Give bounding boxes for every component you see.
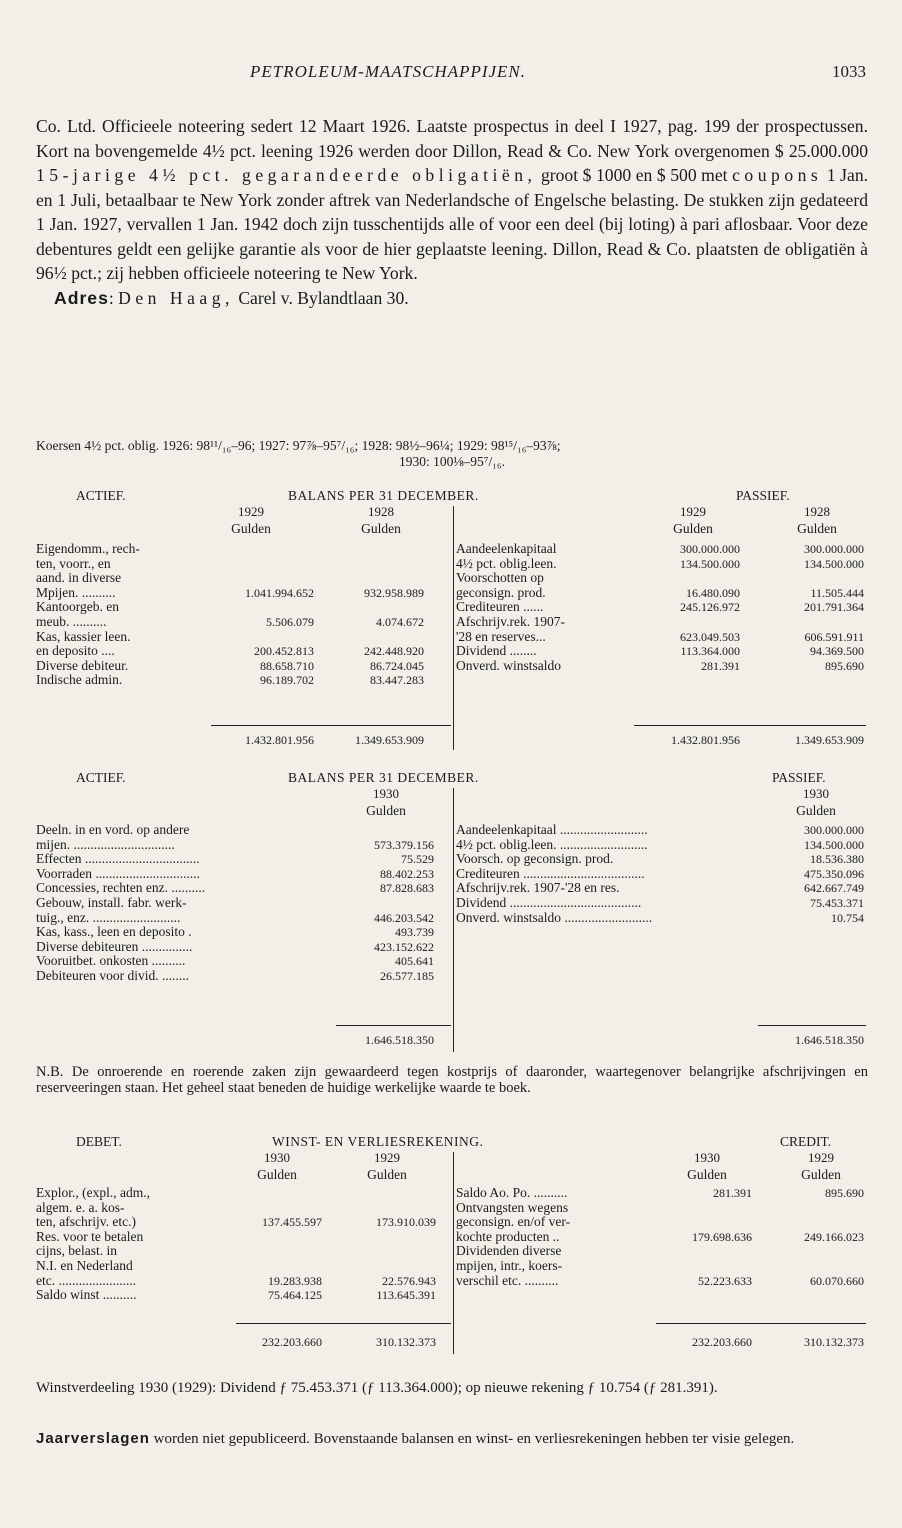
left-unit-a: Gulden — [231, 521, 271, 536]
table-row-label: Saldo winst .......... — [36, 1287, 137, 1303]
left-title: ACTIEF. — [76, 488, 126, 503]
total-left-b: 1.349.653.909 — [355, 733, 424, 747]
table-row-label: mpijen, intr., koers- — [456, 1258, 563, 1273]
intro-text-3: 1 Jan. en 1 Juli, betaalbaar te New York zonder aftrek van Nederlandsche of Engelsche belasting. De stukken zijn gedateerd 1 Jan. 1927, vervallen 1 Jan. 1942 doch zijn tusschentijds alle of voor een deel (bij loting) à pari aflosbaar. Voor deze debentures geldt een gelijke garantie als voor de hier geplaatste leening. Dillon, Read & Co. plaatsten de obligatiën à 96½ pct.; zij hebben officieele noteering te New York. — [36, 165, 869, 283]
table-row-value-a: 113.364.000 — [680, 644, 740, 659]
right-title: CREDIT. — [780, 1134, 832, 1149]
table-row-label: ten, voorr., en — [36, 555, 111, 571]
table-row-label: Saldo Ao. Po. .......... — [456, 1185, 568, 1200]
table-row-label: Concessies, rechten enz. .......... — [36, 880, 206, 896]
table-row-label: Onverd. winstsaldo — [456, 657, 561, 673]
table-row-label: Debiteuren voor divid. ........ — [36, 968, 189, 983]
table-row-label: tuig., enz. .......................... — [36, 909, 181, 925]
table-row-label: N.I. en Nederland — [36, 1258, 133, 1273]
table-row-label: Crediteuren ...... — [456, 599, 544, 615]
center-title: WINST- EN VERLIESREKENING. — [272, 1134, 484, 1149]
total-right-a: 1.432.801.956 — [671, 733, 740, 747]
jaarverslagen-text: worden niet gepubliceerd. Bovenstaande balansen en winst- en verliesrekeningen hebben ter visie gelegen. — [153, 1431, 795, 1447]
table-row-value-a: 96.189.702 — [260, 673, 314, 688]
table-row-label: Dividend ........ — [456, 643, 537, 659]
table-row-value-a: 200.452.813 — [254, 644, 314, 659]
table-row-label: Ontvangsten wegens — [456, 1199, 569, 1215]
table-row-label: 4½ pct. oblig.leen. .......................... — [456, 836, 648, 852]
table-row-value-a: 300.000.000 — [680, 542, 740, 556]
nb-note: N.B. De onroerende en roerende zaken zijn gewaardeerd tegen kostprijs of daaronder, waartegenover belangrijke afschrijvingen en reserveeringen staan. Het geheel staat beneden de huidige werkelijke waarde te boek. — [36, 1064, 868, 1096]
table-row-value-a: 52.223.633 — [698, 1273, 752, 1288]
total-left-b: 310.132.373 — [376, 1335, 436, 1349]
total-left: 1.646.518.350 — [365, 1033, 434, 1047]
table-row-label: Voorsch. op geconsign. prod. — [456, 851, 614, 867]
table-row-label: Voorraden ............................... — [36, 865, 200, 881]
total-right: 1.646.518.350 — [795, 1033, 864, 1047]
table-row-value: 88.402.253 — [380, 866, 434, 881]
table-row-value-b: 134.500.000 — [804, 556, 864, 571]
table-row-value-a: 19.283.938 — [268, 1273, 322, 1288]
table-row-value-b: 895.690 — [825, 1186, 864, 1200]
table-row-value-a: 281.391 — [701, 658, 740, 673]
left-unit-b: Gulden — [367, 1167, 407, 1182]
table-row-label: Kas, kassier leen. — [36, 628, 131, 644]
adres-label: Adres — [54, 287, 109, 308]
table-row-value-a: 88.658.710 — [260, 658, 314, 673]
table-row-value: 446.203.542 — [374, 910, 434, 925]
table-row-value-b: 83.447.283 — [370, 673, 424, 688]
table-row-label: Res. voor te betalen — [36, 1228, 144, 1244]
intro-spaced-1: 15-jarige 4½ pct. gegarandeerde obligatiën, — [36, 165, 537, 185]
table-row-value-b: 60.070.660 — [810, 1273, 864, 1288]
table-row-value: 10.754 — [831, 910, 864, 925]
table-row-label: Dividenden diverse — [456, 1243, 562, 1259]
right-year-b: 1928 — [804, 504, 830, 519]
table-row-label: Kas, kass., leen en deposito . — [36, 924, 192, 940]
table-row-value: 493.739 — [395, 925, 434, 940]
total-rule-left — [236, 1323, 451, 1324]
table-row-value-b: 606.591.911 — [804, 629, 864, 644]
left-unit-b: Gulden — [361, 521, 401, 536]
table-row-value-a: 16.480.090 — [686, 585, 740, 600]
total-right-b: 1.349.653.909 — [795, 733, 864, 747]
table-row-label: ten, afschrijv. etc.) — [36, 1214, 136, 1230]
table-row-label: algem. e. a. kos- — [36, 1199, 125, 1215]
table-row-label: Effecten .................................. — [36, 851, 200, 867]
table-row-label: Voorschotten op — [456, 570, 544, 586]
total-right-a: 232.203.660 — [692, 1335, 752, 1349]
profit-loss-account — [36, 1134, 868, 1354]
table-row-value: 75.529 — [401, 852, 434, 867]
table-row-label: Crediteuren .................................... — [456, 865, 645, 881]
table-row-label: Gebouw, install. fabr. werk- — [36, 895, 187, 910]
table-row-label: Diverse debiteur. — [36, 657, 129, 673]
table-row-value: 405.641 — [395, 954, 434, 969]
table-row-value: 134.500.000 — [804, 837, 864, 852]
center-rule — [453, 1152, 454, 1354]
table-row-value-a: 245.126.972 — [680, 600, 740, 615]
intro-text-2: groot $ 1000 en $ 500 met — [540, 165, 728, 185]
table-row-label: verschil etc. .......... — [456, 1272, 559, 1288]
total-rule-right — [634, 725, 866, 726]
table-row-value-a: 75.464.125 — [268, 1288, 322, 1303]
right-unit-a: Gulden — [673, 521, 713, 536]
table-row-value-a: 5.506.079 — [266, 615, 314, 629]
right-unit-a: Gulden — [687, 1167, 727, 1182]
total-rule-right — [656, 1323, 866, 1324]
table-row-label: etc. ....................... — [36, 1272, 137, 1288]
center-rule — [453, 506, 454, 750]
table-row-value-b: 249.166.023 — [804, 1229, 864, 1244]
jaarverslagen-note — [36, 1430, 868, 1448]
table-row-value-a: 1.041.994.652 — [245, 585, 314, 600]
table-row-value-a: 179.698.636 — [692, 1229, 752, 1244]
right-unit: Gulden — [796, 803, 836, 818]
table-row-value-b: 11.505.444 — [810, 585, 864, 600]
table-row-label: Deeln. in en vord. op andere — [36, 822, 190, 837]
left-year-b: 1928 — [368, 504, 394, 519]
total-left-a: 1.432.801.956 — [245, 733, 314, 747]
total-right-b: 310.132.373 — [804, 1335, 864, 1349]
left-year-b: 1929 — [374, 1150, 400, 1165]
table-row-label: Dividend ....................................... — [456, 895, 642, 910]
right-year-b: 1929 — [808, 1150, 834, 1165]
center-rule — [453, 788, 454, 1052]
table-row-label: Kantoorgeb. en — [36, 599, 119, 615]
table-row-value-b: 113.645.391 — [376, 1288, 436, 1303]
table-row-value-b: 22.576.943 — [382, 1273, 436, 1288]
right-unit-b: Gulden — [797, 521, 837, 536]
table-row-label: kochte producten .. — [456, 1228, 560, 1244]
table-row-value-b: 94.369.500 — [810, 644, 864, 659]
table-row-value-b: 300.000.000 — [804, 542, 864, 556]
table-row-value: 423.152.622 — [374, 939, 434, 954]
table-row-label: Vooruitbet. onkosten .......... — [36, 953, 186, 969]
right-year-a: 1930 — [694, 1150, 720, 1165]
table-row-value-b: 895.690 — [825, 658, 864, 673]
table-row-label: '28 en reserves... — [456, 628, 546, 644]
table-row-label: Eigendomm., rech- — [36, 541, 140, 556]
intro-spaced-2: coupons — [732, 165, 823, 185]
table-row-value-b: 242.448.920 — [364, 644, 424, 659]
center-title: BALANS PER 31 DECEMBER. — [288, 488, 479, 503]
table-row-label: meub. .......... — [36, 614, 107, 629]
table-row-label: geconsign. prod. — [456, 584, 546, 600]
winstverdeeling-note: Winstverdeeling 1930 (1929): Dividend ƒ 75.453.371 (ƒ 113.364.000); op nieuwe rekening ƒ 10.754 (ƒ 281.391). — [36, 1380, 718, 1396]
table-row-label: 4½ pct. oblig.leen. — [456, 555, 557, 571]
table-row-label: Afschrijv.rek. 1907-'28 en res. — [456, 880, 620, 896]
total-rule-right — [758, 1025, 866, 1026]
total-left-a: 232.203.660 — [262, 1335, 322, 1349]
table-row-value-b: 86.724.045 — [370, 658, 424, 673]
table-row-label: Explor., (expl., adm., — [36, 1185, 150, 1200]
table-row-value: 18.536.380 — [810, 852, 864, 867]
table-row-label: geconsign. en/of ver- — [456, 1214, 571, 1230]
table-row-value-b: 4.074.672 — [376, 615, 424, 629]
table-row-value-b: 932.958.989 — [364, 585, 424, 600]
left-unit: Gulden — [366, 803, 406, 818]
table-row-label: Indische admin. — [36, 672, 123, 688]
table-row-label: Diverse debiteuren ............... — [36, 938, 193, 954]
koersen-line-2: 1930: 100⅛–95⁷/₁₆. — [399, 454, 505, 469]
left-unit-a: Gulden — [257, 1167, 297, 1182]
balance-sheet-1929 — [36, 488, 868, 750]
left-year-a: 1929 — [238, 504, 264, 519]
table-row-value-b: 201.791.364 — [804, 600, 864, 615]
table-row-label: mijen. .............................. — [36, 836, 175, 852]
left-year: 1930 — [373, 786, 399, 801]
table-row-value: 75.453.371 — [810, 896, 864, 910]
right-year-a: 1929 — [680, 504, 706, 519]
intro-paragraph: Co. Ltd. Officieele noteering sedert 12 Maart 1926. Laatste prospectus in deel I 1927, pag. 199 der prospectussen. Kort na bovengemelde 4½ pct. leening 1926 werden door Dillon, Read & Co. New York overgenomen $ 25.000.000 15-jarige 4½ pct. gegarandeerde obligatiën, groot $ 1000 en $ 500 met coupons 1 Jan. en 1 Juli, betaalbaar te New York zonder aftrek van Nederlandsche of Engelsche belasting. De stukken zijn gedateerd 1 Jan. 1927, vervallen 1 Jan. 1942 doch zijn tusschentijds alle of voor een deel (bij loting) à pari aflosbaar. Voor deze debentures geldt een gelijke garantie als voor de hier geplaatste leening. Dillon, Read & Co. plaatsten de obligatiën à 96½ pct.; zij hebben officieele noteering te New York. Adres: Den Haag, Carel v. Bylandtlaan 30. — [36, 116, 869, 308]
table-row-value: 475.350.096 — [804, 866, 864, 881]
table-row-value: 642.667.749 — [804, 881, 864, 896]
left-title: DEBET. — [76, 1134, 122, 1149]
page-number: 1033 — [832, 62, 866, 81]
adres-street: Carel v. Bylandtlaan 30. — [238, 287, 409, 308]
table-row-value-a: 134.500.000 — [680, 556, 740, 571]
table-row-label: Onverd. winstsaldo .......................... — [456, 909, 653, 925]
koersen-block — [36, 438, 868, 470]
table-row-label: cijns, belast. in — [36, 1243, 117, 1259]
right-unit-b: Gulden — [801, 1167, 841, 1182]
total-rule-left — [336, 1025, 451, 1026]
table-row-label: aand. in diverse — [36, 570, 122, 586]
table-row-value-b: 173.910.039 — [376, 1215, 436, 1230]
jaarverslagen-label: Jaarverslagen — [36, 1430, 150, 1447]
right-title: PASSIEF. — [736, 488, 790, 503]
adres-city: Den Haag, — [118, 287, 234, 308]
table-row-value-a: 623.049.503 — [680, 629, 740, 644]
table-row-value: 26.577.185 — [380, 969, 434, 983]
center-title: BALANS PER 31 DECEMBER. — [288, 770, 479, 785]
table-row-label: Mpijen. .......... — [36, 584, 116, 600]
running-title: PETROLEUM-MAATSCHAPPIJEN. — [250, 62, 527, 81]
intro-text-1: Co. Ltd. Officieele noteering sedert 12 Maart 1926. Laatste prospectus in deel I 1927, pag. 199 der prospectussen. Kort na bovengemelde 4½ pct. leening 1926 werden door Dillon, Read & Co. New York overgenomen $ 25.000.000 — [36, 116, 868, 161]
table-row-value-a: 137.455.597 — [262, 1215, 322, 1230]
table-row-label: Aandeelenkapitaal — [456, 541, 557, 556]
koersen-line-1: Koersen 4½ pct. oblig. 1926: 98¹¹/₁₆–96; 1927: 97⅞–95⁷/₁₆; 1928: 98½–96¼; 1929: 98¹⁵/₁₆–93⅞; — [36, 438, 561, 453]
table-row-value: 573.379.156 — [374, 837, 434, 852]
table-row-value-a: 281.391 — [713, 1186, 752, 1200]
right-title: PASSIEF. — [772, 770, 826, 785]
right-year: 1930 — [803, 786, 829, 801]
table-row-value: 300.000.000 — [804, 823, 864, 837]
left-title: ACTIEF. — [76, 770, 126, 785]
table-row-label: en deposito .... — [36, 643, 115, 659]
total-rule-left — [211, 725, 451, 726]
balance-sheet-1930 — [36, 770, 868, 1052]
table-row-value: 87.828.683 — [380, 881, 434, 896]
table-row-label: Afschrijv.rek. 1907- — [456, 614, 565, 629]
table-row-label: Aandeelenkapitaal .......................... — [456, 822, 648, 837]
left-year-a: 1930 — [264, 1150, 290, 1165]
